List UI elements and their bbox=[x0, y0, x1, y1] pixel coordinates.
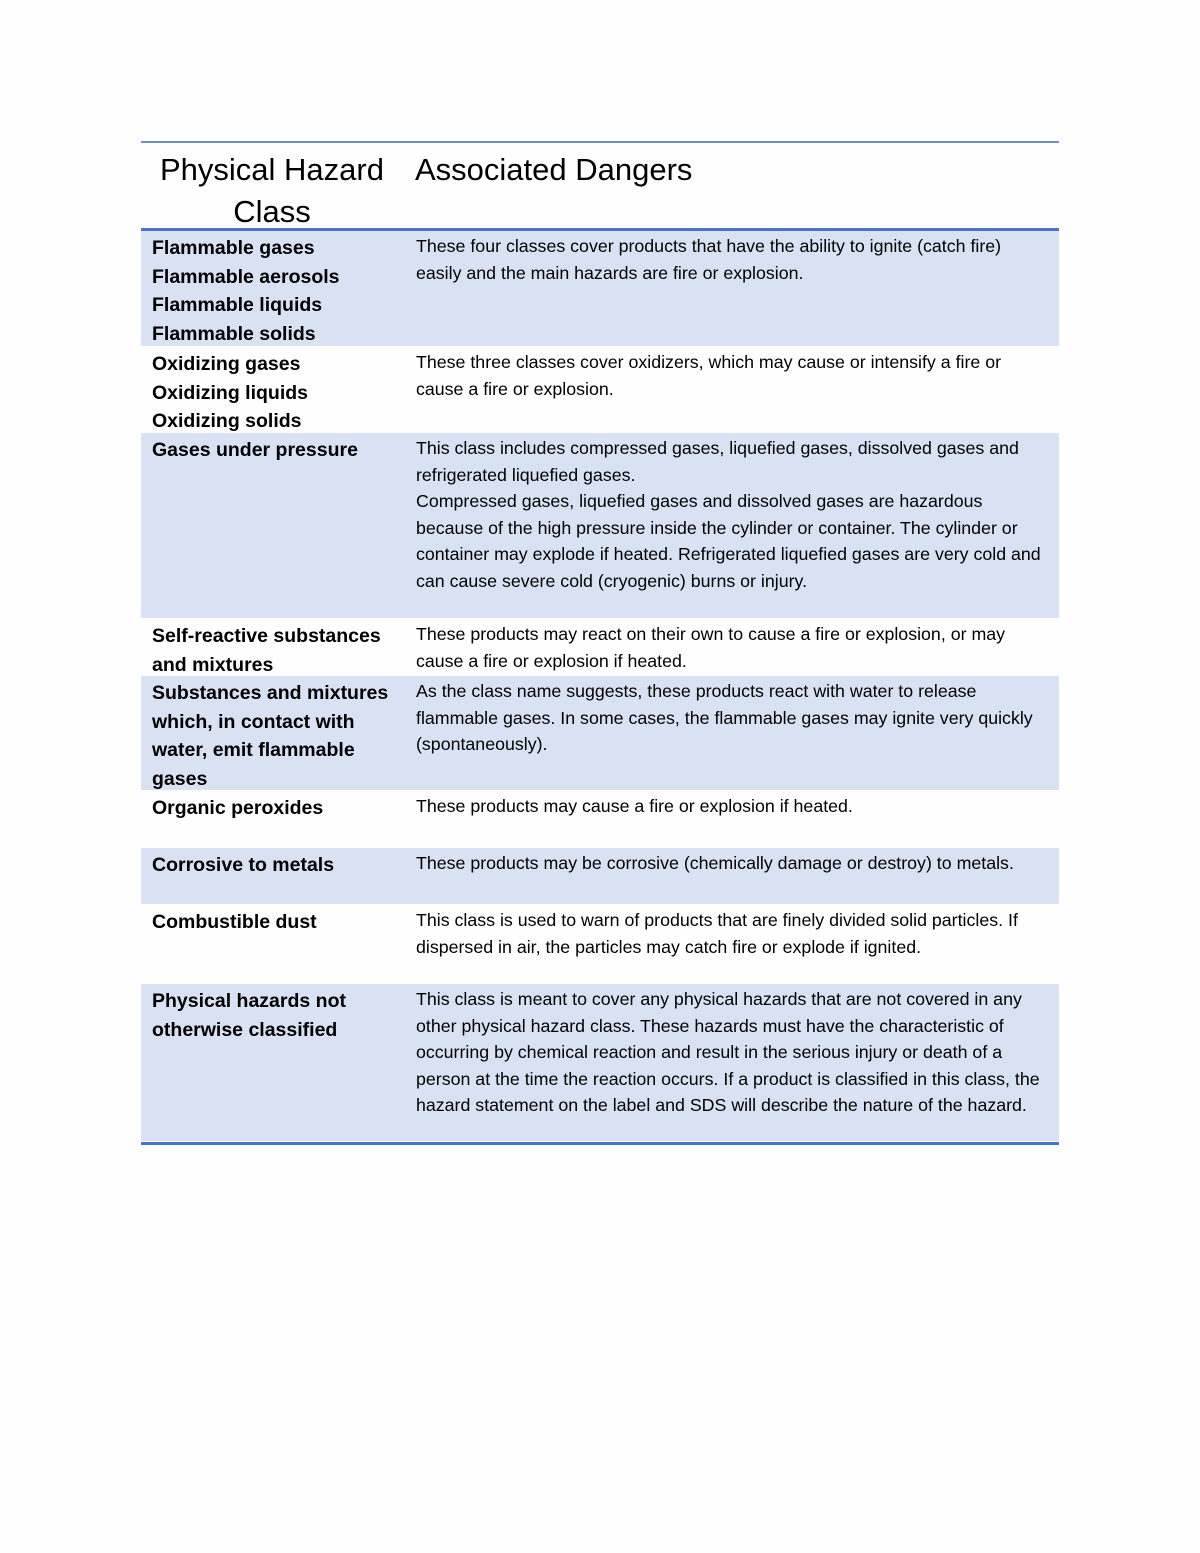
hazard-class-name: gases bbox=[152, 767, 208, 790]
hazard-class-name: Flammable aerosols bbox=[152, 265, 340, 288]
hazard-class-name: which, in contact with bbox=[152, 710, 355, 733]
table-row bbox=[141, 984, 1059, 1142]
dangers-text: This class includes compressed gases, liquefied gases, dissolved gases and refrigerated liquefied gases. bbox=[416, 438, 1019, 485]
hazard-class-name: Physical hazards not bbox=[152, 990, 346, 1012]
dangers-text: These products may react on their own to cause a fire or explosion, or may cause a fire or explosion if heated. bbox=[416, 624, 1006, 671]
table-row bbox=[141, 433, 1059, 619]
hazard-class-name: Self-reactive substances bbox=[152, 625, 381, 647]
hazard-class-name: Organic peroxides bbox=[152, 797, 324, 819]
hazard-class-cell bbox=[141, 848, 416, 904]
hazard-class-name: Substances and mixtures bbox=[152, 682, 389, 704]
dangers-cell bbox=[416, 231, 1059, 346]
dangers-text: These three classes cover oxidizers, which may cause or intensify a fire or cause a fire or explosion. bbox=[416, 352, 1002, 399]
hazard-class-name: and mixtures bbox=[152, 653, 274, 676]
hazard-class-name: Flammable solids bbox=[152, 322, 316, 345]
hazard-class-name: water, emit flammable bbox=[152, 739, 355, 762]
hazard-class-name: Oxidizing solids bbox=[152, 410, 302, 433]
header-dangers-column: Associated Dangers bbox=[415, 152, 693, 187]
dangers-cell bbox=[416, 619, 1059, 675]
hazard-class-name: Oxidizing gases bbox=[152, 353, 301, 375]
hazard-class-cell bbox=[141, 984, 416, 1141]
hazard-class-name: Flammable gases bbox=[152, 237, 315, 259]
hazard-class-name: Oxidizing liquids bbox=[152, 381, 308, 404]
hazard-class-name: Gases under pressure bbox=[152, 439, 358, 461]
table-row bbox=[141, 347, 1059, 433]
dangers-text: This class is meant to cover any physical hazards that are not covered in any other physical hazard class. These hazards must have the characteristic of occurring by chemical reaction and result in the serious injury or death of a person at the time the reaction occurs. If a product is classified in this class, the hazard statement on the label and SDS will describe the nature of the hazard. bbox=[416, 989, 1040, 1115]
dangers-cell bbox=[416, 676, 1059, 790]
header-class-column: Physical Hazard Class bbox=[160, 152, 384, 229]
dangers-text: These products may cause a fire or explosion if heated. bbox=[416, 796, 853, 816]
dangers-cell bbox=[416, 905, 1059, 983]
hazard-class-cell bbox=[141, 791, 416, 847]
hazard-table bbox=[141, 141, 1059, 1145]
dangers-cell bbox=[416, 433, 1059, 618]
dangers-text: These four classes cover products that have the ability to ignite (catch fire) easily and the main hazards are fire or explosion. bbox=[416, 236, 1002, 283]
table-row bbox=[141, 791, 1059, 848]
hazard-class-cell bbox=[141, 347, 416, 432]
table-row bbox=[141, 905, 1059, 984]
table-header bbox=[141, 143, 1059, 231]
hazard-class-name: Flammable liquids bbox=[152, 294, 323, 317]
dangers-cell bbox=[416, 791, 1059, 847]
dangers-cell bbox=[416, 347, 1059, 432]
hazard-class-name: Corrosive to metals bbox=[152, 854, 335, 876]
hazard-class-name: otherwise classified bbox=[152, 1018, 338, 1041]
table-row bbox=[141, 676, 1059, 791]
hazard-class-cell bbox=[141, 619, 416, 675]
hazard-class-cell bbox=[141, 231, 416, 346]
table-row bbox=[141, 848, 1059, 905]
table-body bbox=[141, 231, 1059, 1142]
dangers-cell bbox=[416, 848, 1059, 904]
hazard-class-cell bbox=[141, 676, 416, 790]
dangers-text: These products may be corrosive (chemically damage or destroy) to metals. bbox=[416, 853, 1014, 873]
dangers-text: This class is used to warn of products that are finely divided solid particles. If dispersed in air, the particles may catch fire or explode if ignited. bbox=[416, 910, 1018, 957]
hazard-class-name: Combustible dust bbox=[152, 911, 317, 933]
table-row bbox=[141, 619, 1059, 676]
hazard-class-cell bbox=[141, 905, 416, 983]
table-row bbox=[141, 231, 1059, 347]
dangers-text: Compressed gases, liquefied gases and dissolved gases are hazardous because of the high pressure inside the cylinder or container. The cylinder or container may explode if heated. Refrigerated liquefied gases are very cold and can cause severe cold (cryogenic) burns or injury. bbox=[416, 491, 1041, 591]
dangers-cell bbox=[416, 984, 1059, 1141]
dangers-text: As the class name suggests, these products react with water to release flammable gases. In some cases, the flammable gases may ignite very quickly (spontaneously). bbox=[416, 681, 1033, 754]
hazard-class-cell bbox=[141, 433, 416, 618]
